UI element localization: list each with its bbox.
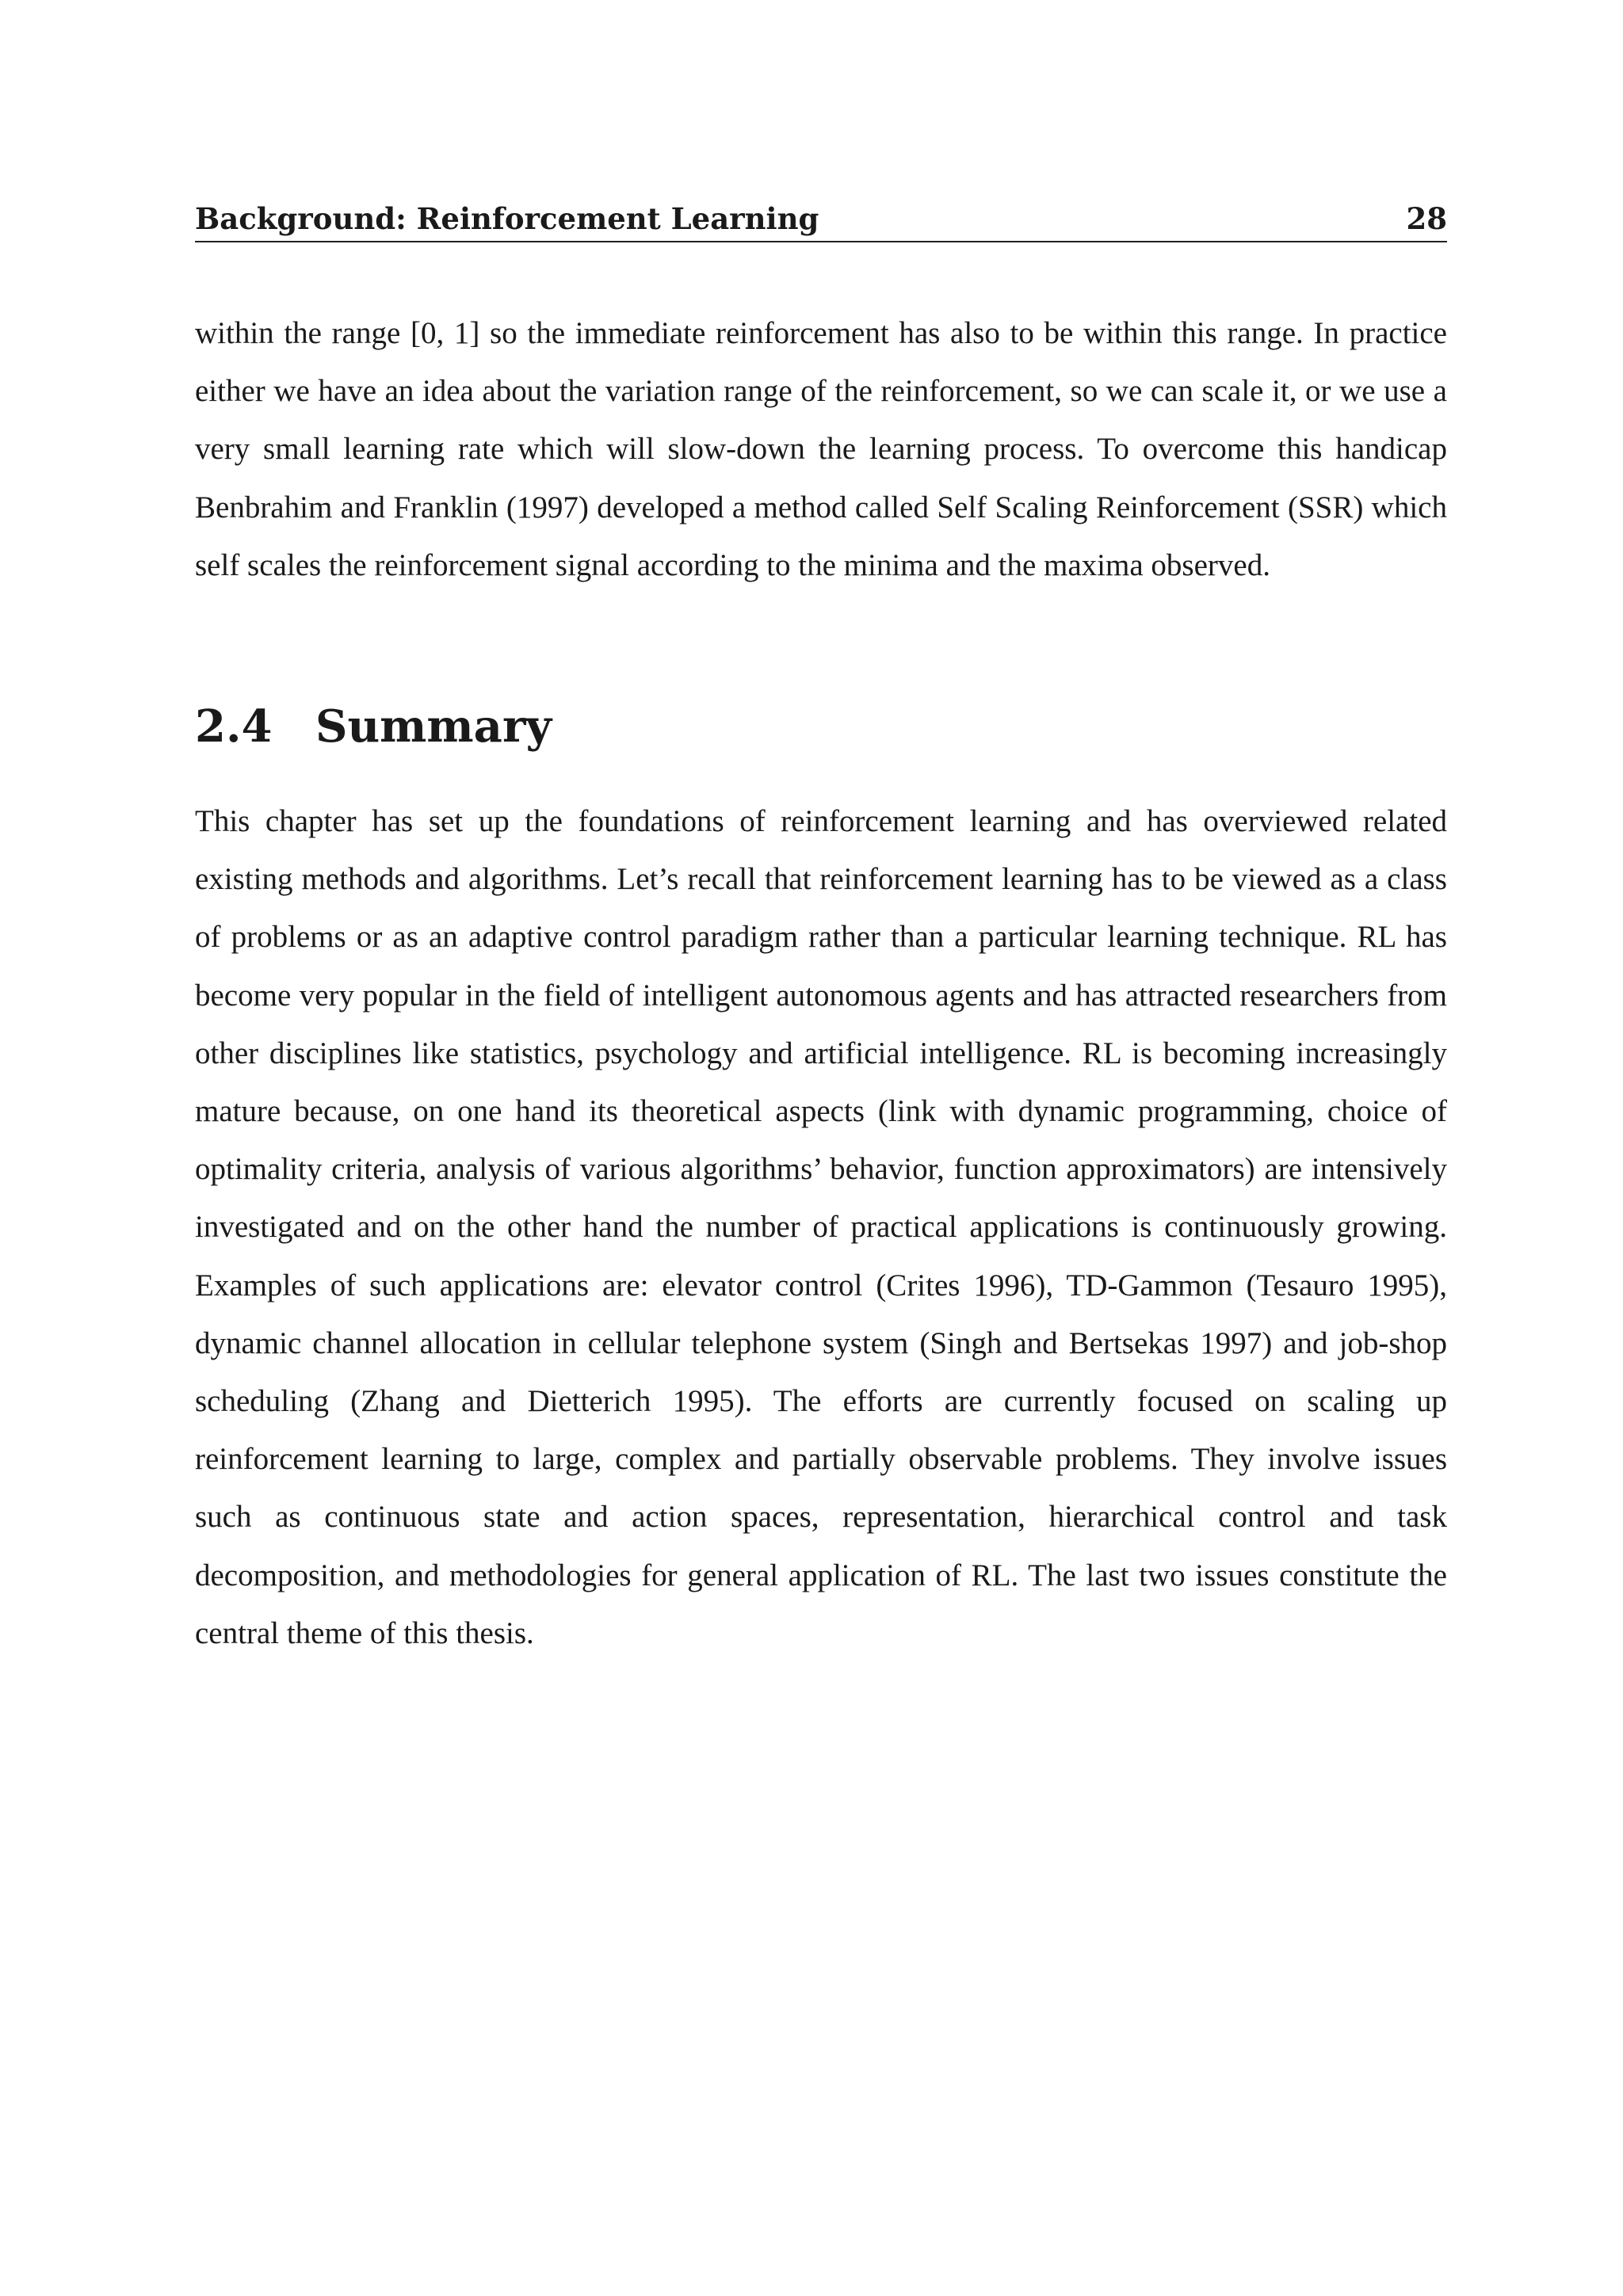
section-number: 2.4 <box>195 700 273 753</box>
running-header-title: Background: Reinforcement Learning <box>195 201 819 236</box>
page-number: 28 <box>1406 201 1447 236</box>
paragraph-ssr: within the range [0, 1] so the immediate reinforcement has also to be within this range. In practice either we have an idea about the variation range of the reinforcement, so we can scale it, or we use a very small learning rate which will slow-down the learning process. To overcome this handicap Benbrahim and Franklin (1997) developed a method called Self Scaling Reinforcement (SSR) which self scales the reinforcement signal according to the minima and the maxima observed. <box>195 316 1447 582</box>
running-header <box>195 196 1447 242</box>
section-heading <box>195 691 1447 762</box>
section-title: Summary <box>315 700 552 753</box>
paragraph-summary: This chapter has set up the foundations of reinforcement learning and has overviewed related existing methods and algorithms. Let’s recall that reinforcement learning has to be viewed as a class of problems or as an adaptive control paradigm rather than a particular learning technique. RL has become very popular in the field of intelligent autonomous agents and has attracted researchers from other disciplines like statistics, psychology and artificial intelligence. RL is becoming increasingly mature because, on one hand its theoretical aspects (link with dynamic programming, choice of optimality criteria, analysis of various algorithms’ behavior, function approximators) are intensively investigated and on the other hand the number of practical applications is continuously growing. Examples of such applications are: elevator control (Crites 1996), TD-Gammon (Tesauro 1995), dynamic channel allocation in cellular telephone system (Singh and Bertsekas 1997) and job-shop scheduling (Zhang and Dietterich 1995). The efforts are currently focused on scaling up reinforcement learning to large, complex and partially observable problems. They involve issues such as continuous state and action spaces, representation, hierarchical control and task decomposition, and methodologies for general application of RL. The last two issues constitute the central theme of this thesis. <box>195 804 1447 1650</box>
